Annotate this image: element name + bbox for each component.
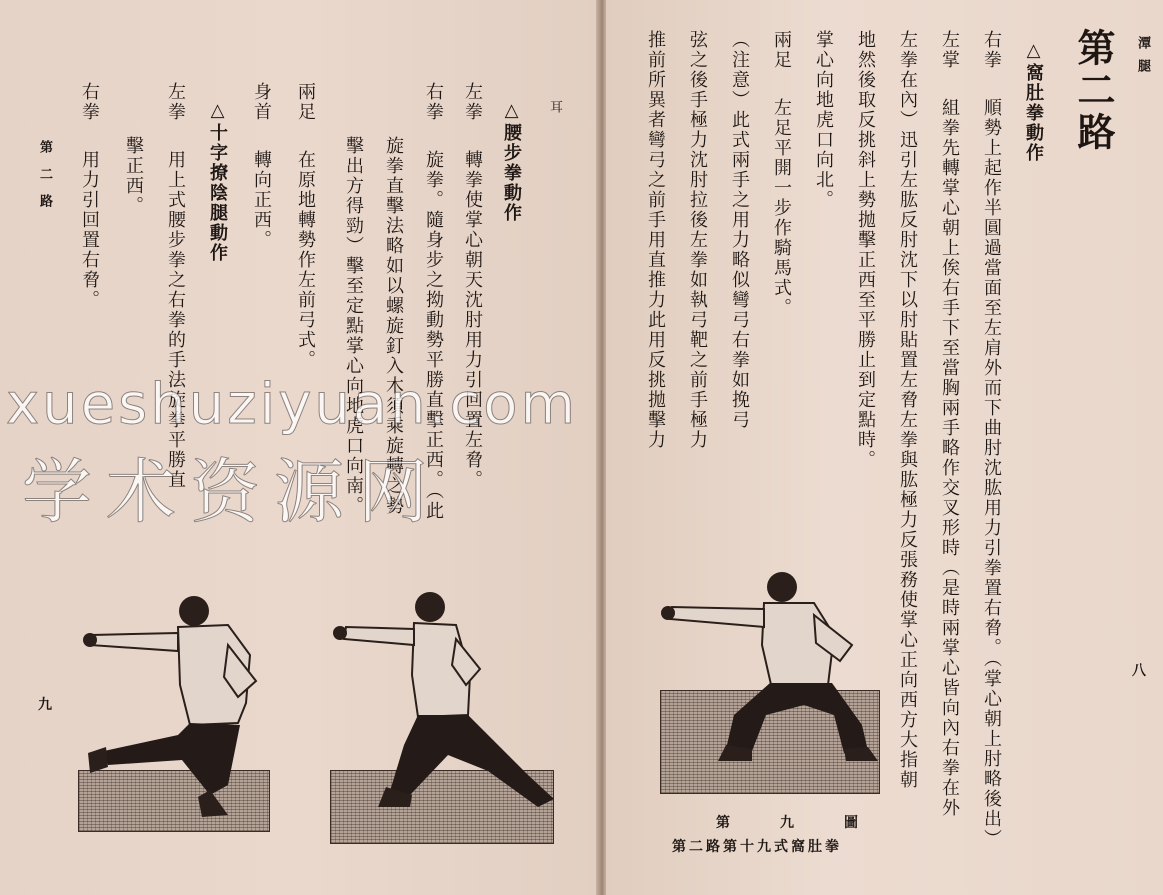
text-column-r7 [730, 30, 748, 430]
column-label: 左拳 [462, 82, 483, 122]
column-text: 轉向正西。 [251, 150, 272, 250]
right-running-head: 潭腿 [1135, 36, 1150, 82]
column-text: 順勢上起作半圓過當面至左肩外而下曲肘沈肱用力引拳置右脅。（掌心朝上肘略後出） [981, 98, 1002, 849]
column-label: 右拳 [79, 82, 100, 122]
column-label: 右拳 [423, 82, 444, 122]
column-text: 組拳先轉掌心朝上俟右手下至當胸兩手略作交叉形時（是時兩掌心皆向內右拳在外 [939, 98, 960, 818]
column-text: 地然後取反挑斜上勢拋擊正西至平勝止到定點時。 [855, 30, 876, 470]
text-column-r4 [856, 30, 874, 470]
column-text: 擊正西。 [123, 136, 144, 216]
column-text: 用上式腰步拳之右拳的手法旋拳平勝直 [165, 150, 186, 490]
column-text: 在原地轉勢作左前弓式。 [295, 150, 316, 370]
column-text: 推前所異者彎弓之前手用直推力此用反挑拋擊力 [645, 30, 666, 450]
figure-belly-punch-illustration [656, 565, 906, 765]
text-column-5 [296, 82, 314, 370]
text-column-3 [384, 136, 402, 516]
column-label: 左掌 [939, 30, 960, 70]
text-column-2 [424, 82, 442, 521]
column-text: 轉拳使掌心朝天沈肘用力引回置左脅。 [462, 150, 483, 490]
column-text: 旋拳直擊法略如以螺旋釘入木須乘旋轉之勢 [383, 136, 404, 516]
column-text: 用力引回置右脅。 [79, 150, 100, 310]
text-column-r8 [688, 30, 706, 450]
column-text: 掌心向地虎口向北。 [813, 30, 834, 210]
text-column-r5 [814, 30, 832, 210]
column-label: 左拳 [165, 82, 186, 122]
text-column-8 [124, 136, 142, 216]
text-column-r9 [646, 30, 664, 450]
figure-waist-step-punch-illustration [328, 585, 568, 825]
text-column-r6 [772, 30, 790, 318]
text-column-r2 [940, 30, 958, 818]
left-header-mark: 耳 [547, 100, 562, 114]
column-label: 右拳 [981, 30, 1002, 70]
text-column-r1 [982, 30, 1000, 849]
text-column-4 [344, 136, 362, 516]
watermark-chinese: 学术资源网 [22, 451, 442, 533]
left-running-head: 第二路 [37, 140, 52, 221]
section-title-belly-punch: △窩肚拳動作 [1023, 40, 1044, 163]
column-text: 弦之後手極力沈肘拉後左拳如執弓靶之前手極力 [687, 30, 708, 450]
right-page [606, 0, 1163, 895]
text-column-1 [463, 82, 481, 490]
right-page-number: 八 [1132, 663, 1146, 679]
column-label: 身首 [251, 82, 272, 122]
chapter-title: 第二路 [1071, 28, 1116, 154]
text-column-9 [80, 82, 98, 310]
figure-caption-number: 第 九 圖 [716, 815, 876, 831]
column-label: 兩足 [295, 82, 316, 122]
left-page-number: 九 [38, 697, 52, 713]
column-text: （注意）此式兩手之用力略似彎弓右拳如挽弓 [729, 30, 750, 430]
column-text: 擊出方得勁）擊至定點掌心向地虎口向南。 [343, 136, 364, 516]
column-text: 旋拳。隨身步之拗動勢平勝直擊正西。（此 [423, 150, 444, 521]
section-title-waist-step-punch: △腰步拳動作 [501, 100, 522, 223]
text-column-7 [166, 82, 184, 490]
figure-caption-description: 第二路第十九式窩肚拳 [672, 839, 842, 855]
figure-cross-kick-illustration [78, 585, 278, 825]
column-text: 左足平開一步作騎馬式。 [771, 98, 792, 318]
text-column-6 [252, 82, 270, 250]
section-title-cross-kick: △十字撩陰腿動作 [207, 100, 228, 263]
column-label: 兩足 [771, 30, 792, 70]
column-text: 左拳在內）迅引左肱反肘沈下以肘貼置左脅左拳與肱極力反張務使掌心正向西方大指朝 [897, 30, 918, 790]
watermark-latin: xueshuziyuan.com [6, 372, 579, 437]
